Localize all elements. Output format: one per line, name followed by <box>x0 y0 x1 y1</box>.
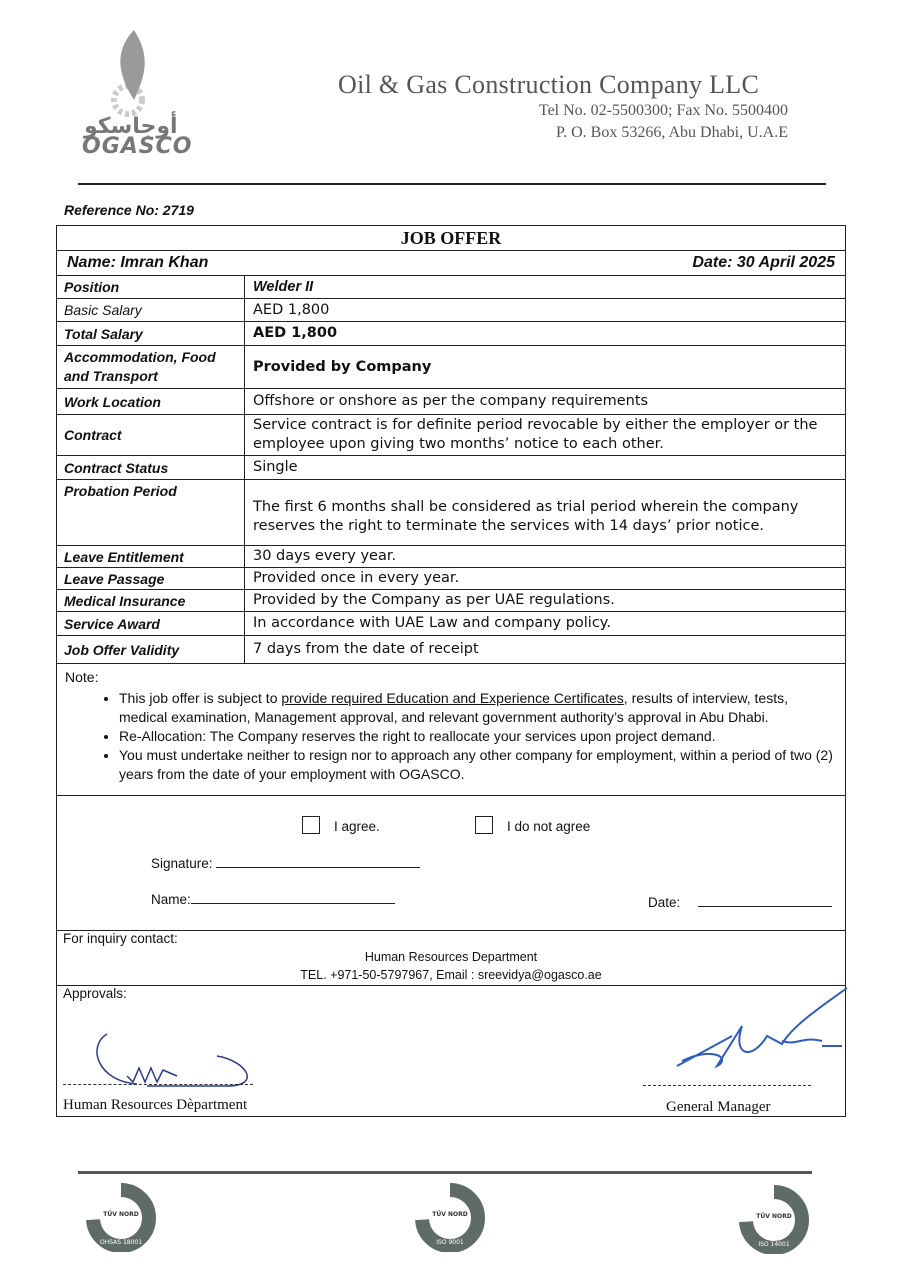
table-row <box>57 322 845 346</box>
signature-label: Signature: <box>151 856 213 871</box>
table-row <box>57 389 845 415</box>
note-text: , results of interview, tests, medical examination, Management approval, and relevant government authority’s approval in Abu Dhabi. <box>119 690 788 725</box>
header-divider <box>78 183 826 185</box>
name-line[interactable] <box>191 903 395 904</box>
row-value: AED 1,800 <box>253 301 330 318</box>
seal-standard: ISO 9001 <box>436 1239 464 1246</box>
company-logo <box>82 28 192 158</box>
notes-section <box>57 664 845 796</box>
approvals-heading: Approvals: <box>63 986 127 1001</box>
certification-seal-icon <box>414 1182 490 1252</box>
footer-divider <box>78 1171 812 1174</box>
row-label: Contract Status <box>57 456 245 479</box>
seal-iso14001 <box>738 1184 814 1258</box>
table-row <box>57 636 845 664</box>
table-row <box>57 299 845 322</box>
gm-signature-line <box>643 1085 811 1086</box>
agree-label: I agree. <box>334 819 380 834</box>
row-value: The first 6 months shall be considered as trial period wherein the company reserves the right to terminate the services with 14 days’ prior notice. <box>253 498 799 534</box>
row-label: Basic Salary <box>57 299 245 321</box>
note-underlined-text: provide required Education and Experience Certificates <box>281 690 624 706</box>
agree-checkbox[interactable] <box>302 816 320 834</box>
table-row <box>57 590 845 612</box>
table-row <box>57 568 845 590</box>
table-row <box>57 276 845 299</box>
note-item: • You must undertake neither to resign nor to approach any other company for employment, within a period of two (2) years from the date of your employment with OGASCO. <box>119 746 837 784</box>
job-offer-table <box>56 225 846 1117</box>
note-item <box>119 689 837 727</box>
date-line[interactable] <box>698 906 832 907</box>
name-label: Name: <box>151 892 191 907</box>
row-value: Offshore or onshore as per the company requirements <box>253 393 649 409</box>
gm-signature-icon <box>672 986 852 1076</box>
offer-date: Date: 30 April 2025 <box>692 254 835 271</box>
note-text: This job offer is subject to <box>119 690 282 706</box>
candidate-name: Name: Imran Khan <box>67 254 209 271</box>
table-row <box>57 480 845 546</box>
acceptance-section <box>57 796 845 931</box>
note-item: • Re-Allocation: The Company reserves the right to reallocate your services upon project demand. <box>119 727 837 746</box>
row-value: Service contract is for definite period revocable by either the employer or the employee upon giving two months’ notice to each other. <box>253 417 818 452</box>
row-label: Leave Entitlement <box>57 546 245 567</box>
row-label: Probation Period <box>57 480 245 545</box>
row-value: Provided by Company <box>253 358 432 375</box>
inquiry-heading: For inquiry contact: <box>63 931 178 946</box>
disagree-label: I do not agree <box>507 819 591 834</box>
seal-standard: OHSAS 18001 <box>99 1239 143 1246</box>
row-value: AED 1,800 <box>253 325 338 341</box>
row-label: Work Location <box>57 389 245 414</box>
date-field[interactable] <box>648 895 832 910</box>
logo-text: OGASCO <box>82 134 193 159</box>
name-field[interactable] <box>151 892 395 907</box>
hr-signature-line <box>63 1084 253 1085</box>
hr-signatory: Human Resources Dèpartment <box>63 1097 248 1113</box>
offer-title: JOB OFFER <box>57 226 845 251</box>
signature-line[interactable] <box>216 867 420 868</box>
agree-option[interactable] <box>302 816 380 834</box>
address-line: P. O. Box 53266, Abu Dhabi, U.A.E <box>555 124 788 141</box>
row-label: Accommodation, Food and Transport <box>57 346 245 388</box>
seal-ohsas <box>85 1182 161 1256</box>
disagree-option[interactable] <box>475 816 590 834</box>
table-row <box>57 546 845 568</box>
row-value: 7 days from the date of receipt <box>253 641 479 657</box>
row-label: Total Salary <box>57 322 245 345</box>
row-value: Single <box>253 459 298 475</box>
date-label: Date: <box>648 895 681 910</box>
gm-signatory: General Manager <box>666 1099 771 1115</box>
row-value: Provided once in every year. <box>253 570 460 586</box>
row-label: Position <box>57 276 245 298</box>
company-name: Oil & Gas Construction Company LLC <box>338 70 760 99</box>
inquiry-department: Human Resources Department <box>364 950 538 964</box>
contact-line: Tel No. 02-5500300; Fax No. 5500400 <box>538 102 788 119</box>
table-row <box>57 415 845 456</box>
row-label: Job Offer Validity <box>57 636 245 663</box>
row-value: In accordance with UAE Law and company policy. <box>253 615 611 631</box>
inquiry-contact: TEL. +971-50-5797967, Email : sreevidya@ogasco.ae <box>300 968 602 982</box>
certification-seal-icon <box>738 1184 814 1254</box>
approvals-section <box>57 986 845 1116</box>
row-label: Medical Insurance <box>57 590 245 611</box>
seal-brand: TÜV NORD <box>756 1213 792 1220</box>
logo-arabic: أوجاسكو <box>84 114 178 139</box>
row-value: Welder II <box>253 278 314 295</box>
reference-number: Reference No: 2719 <box>64 202 194 218</box>
table-row <box>57 456 845 480</box>
signature-field[interactable] <box>151 856 420 871</box>
flame-gear-icon <box>82 28 192 123</box>
seal-brand: TÜV NORD <box>432 1211 468 1218</box>
table-row <box>57 612 845 636</box>
row-label: Leave Passage <box>57 568 245 589</box>
row-value: Provided by the Company as per UAE regulations. <box>253 592 615 608</box>
hr-signature-icon <box>87 1026 267 1096</box>
note-heading: Note: <box>65 669 99 685</box>
certification-seal-icon <box>85 1182 161 1252</box>
table-row <box>57 346 845 389</box>
name-date-row <box>57 251 845 276</box>
row-label: Service Award <box>57 612 245 635</box>
row-label: Contract <box>57 415 245 455</box>
seal-iso9001 <box>414 1182 490 1256</box>
row-value: 30 days every year. <box>253 548 397 564</box>
disagree-checkbox[interactable] <box>475 816 493 834</box>
inquiry-section <box>57 931 845 986</box>
seal-brand: TÜV NORD <box>103 1211 139 1218</box>
seal-standard: ISO 14001 <box>758 1241 790 1248</box>
